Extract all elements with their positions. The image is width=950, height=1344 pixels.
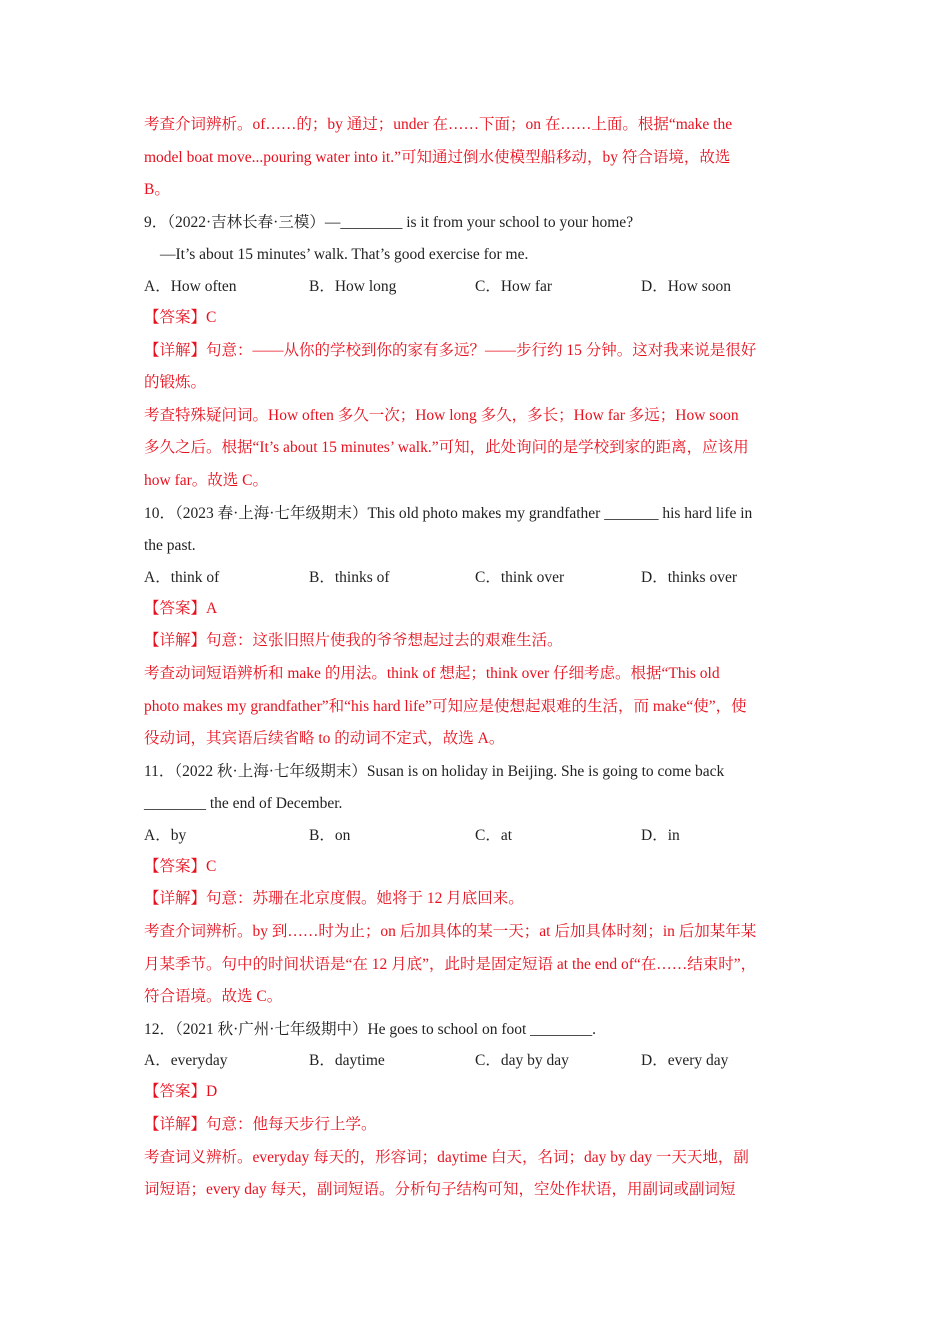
question-12-answer: 【答案】D	[144, 1083, 218, 1101]
analysis-line: 役动词，其宾语后续省略 to 的动词不定式，故选 A。	[144, 730, 505, 748]
analysis-line: 考查动词短语辨析和 make 的用法。think of 想起；think over 仔细考虑。根据“This old	[144, 664, 720, 682]
question-11-stem: 11．（2022 秋·上海·七年级期末）Susan is on holiday in Beijing. She is going to come back	[144, 762, 725, 780]
option-c: C．think over	[475, 568, 565, 586]
question-10-answer: 【答案】A	[144, 599, 218, 617]
question-11-answer: 【答案】C	[144, 857, 217, 875]
analysis-line: 考查介词辨析。by 到……时为止；on 后加具体的某一天；at 后加具体时刻；in 后加某年某	[144, 923, 757, 941]
analysis-line: 月某季节。句中的时间状语是“在 12 月底”，此时是固定短语 at the end of“在……结束时”，	[144, 955, 757, 973]
document-page	[144, 109, 810, 1207]
option-b: B．thinks of	[309, 568, 390, 586]
analysis-line: 符合语境。故选 C。	[144, 988, 283, 1006]
option-d: D．thinks over	[641, 568, 738, 586]
question-11-options	[144, 821, 810, 851]
option-b: B．How long	[309, 277, 397, 295]
question-10-stem-cont: the past.	[144, 537, 196, 555]
option-b: B．on	[309, 826, 351, 844]
question-10-detail: 【详解】句意：这张旧照片使我的爷爷想起过去的艰难生活。	[144, 632, 563, 650]
analysis-line: 多久之后。根据“It’s about 15 minutes’ walk.”可知，此处询问的是学校到家的距离，应该用	[144, 439, 749, 457]
option-d: D．in	[641, 826, 680, 844]
analysis-line: 考查特殊疑问词。How often 多久一次；How long 多久，多长；How far 多远；How soon	[144, 406, 739, 424]
question-9-options	[144, 272, 810, 302]
option-a: A．think of	[144, 568, 220, 586]
option-d: D．How soon	[641, 277, 731, 295]
analysis-line: B。	[144, 181, 170, 199]
question-10-options	[144, 563, 810, 593]
option-a: A．by	[144, 826, 187, 844]
question-9-detail: 【详解】句意：——从你的学校到你的家有多远？——步行约 15 分钟。这对我来说是很好	[144, 341, 757, 359]
analysis-line: 词短语；every day 每天，副词短语。分析句子结构可知，空处作状语，用副词或副词短	[144, 1181, 736, 1199]
analysis-line: 考查词义辨析。everyday 每天的，形容词；daytime 白天，名词；day by day 一天天地，副	[144, 1148, 749, 1166]
option-a: A．How often	[144, 277, 237, 295]
option-b: B．daytime	[309, 1052, 385, 1070]
question-9-stem-reply: —It’s about 15 minutes’ walk. That’s good exercise for me.	[160, 246, 529, 264]
question-9-answer: 【答案】C	[144, 308, 217, 326]
option-c: C．How far	[475, 277, 553, 295]
option-c: C．day by day	[475, 1052, 569, 1070]
option-c: C．at	[475, 826, 513, 844]
question-9-stem: 9．（2022·吉林长春·三模）—________ is it from your school to your home?	[144, 213, 634, 231]
option-d: D．every day	[641, 1052, 729, 1070]
question-12-detail: 【详解】句意：他每天步行上学。	[144, 1116, 377, 1134]
analysis-line: how far。故选 C。	[144, 471, 268, 489]
question-12-options	[144, 1046, 810, 1076]
question-11-detail: 【详解】句意：苏珊在北京度假。她将于 12 月底回来。	[144, 890, 524, 908]
analysis-line: model boat move...pouring water into it.”可知通过倒水使模型船移动，by 符合语境，故选	[144, 148, 731, 166]
question-9-detail-cont: 的锻炼。	[144, 374, 207, 392]
question-12-stem: 12．（2021 秋·广州·七年级期中）He goes to school on foot ________.	[144, 1020, 597, 1038]
analysis-line: 考查介词辨析。of……的；by 通过；under 在……下面；on 在……上面。根据“make the	[144, 116, 733, 133]
option-a: A．everyday	[144, 1052, 228, 1070]
question-10-stem: 10．（2023 春·上海·七年级期末）This old photo makes my grandfather _______ his hard life in	[144, 504, 753, 522]
analysis-line: photo makes my grandfather”和“his hard life”可知应是使想起艰难的生活，而 make“使”，使	[144, 697, 747, 715]
question-11-stem-cont: ________ the end of December.	[144, 795, 343, 813]
